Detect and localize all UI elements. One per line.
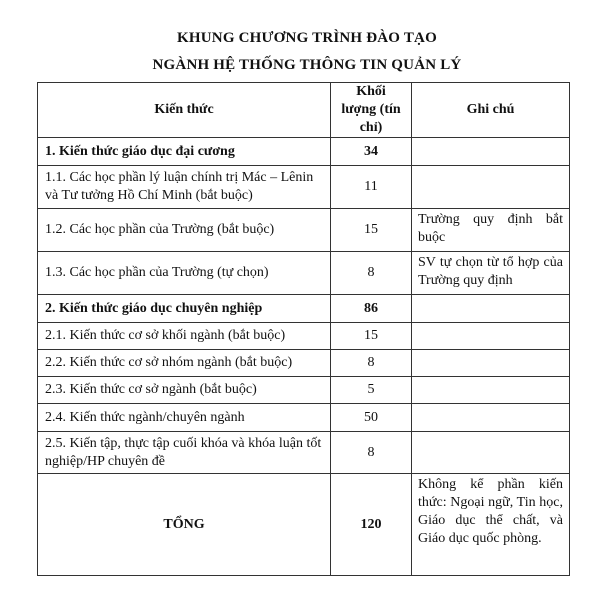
row-note: Trường quy định bắt buộc (412, 209, 570, 252)
total-credits: 120 (331, 474, 412, 576)
row-label: 2.3. Kiến thức cơ sở ngành (bắt buộc) (38, 377, 331, 404)
table-row (38, 166, 570, 209)
row-note (412, 166, 570, 209)
header-knowledge: Kiến thức (38, 83, 331, 138)
row-note (412, 138, 570, 166)
row-credits: 34 (331, 138, 412, 166)
row-credits: 11 (331, 166, 412, 209)
row-note: SV tự chọn từ tổ hợp của Trường quy định (412, 252, 570, 295)
row-label: 2. Kiến thức giáo dục chuyên nghiệp (38, 295, 331, 323)
document-subtitle: NGÀNH HỆ THỐNG THÔNG TIN QUẢN LÝ (152, 57, 462, 73)
table-row (38, 209, 570, 252)
total-row (38, 474, 570, 576)
header-notes: Ghi chú (412, 83, 570, 138)
row-note (412, 432, 570, 474)
row-label: 1.3. Các học phần của Trường (tự chọn) (38, 252, 331, 295)
row-label: 2.1. Kiến thức cơ sở khối ngành (bắt buộc) (38, 323, 331, 350)
table-header-row (38, 83, 570, 138)
row-note (412, 323, 570, 350)
row-label: 2.5. Kiến tập, thực tập cuối khóa và khóa luận tốt nghiệp/HP chuyên đề (38, 432, 331, 474)
row-credits: 50 (331, 404, 412, 432)
curriculum-table (37, 82, 570, 576)
row-label: 1. Kiến thức giáo dục đại cương (38, 138, 331, 166)
row-credits: 15 (331, 209, 412, 252)
total-label: TỔNG (38, 474, 331, 576)
row-label: 1.2. Các học phần của Trường (bắt buộc) (38, 209, 331, 252)
row-credits: 15 (331, 323, 412, 350)
row-credits: 5 (331, 377, 412, 404)
table-row (38, 432, 570, 474)
document-title: KHUNG CHƯƠNG TRÌNH ĐÀO TẠO (177, 30, 437, 46)
row-note (412, 404, 570, 432)
row-label: 2.4. Kiến thức ngành/chuyên ngành (38, 404, 331, 432)
row-note (412, 377, 570, 404)
row-credits: 86 (331, 295, 412, 323)
table-row (38, 295, 570, 323)
table-row (38, 252, 570, 295)
table-row (38, 138, 570, 166)
header-credits: Khối lượng (tín chỉ) (331, 83, 412, 138)
table-row (38, 377, 570, 404)
table-row (38, 350, 570, 377)
row-label: 1.1. Các học phần lý luận chính trị Mác – Lênin và Tư tưởng Hồ Chí Minh (bắt buộc) (38, 166, 331, 209)
row-label: 2.2. Kiến thức cơ sở nhóm ngành (bắt buộc) (38, 350, 331, 377)
row-note (412, 350, 570, 377)
table-row (38, 323, 570, 350)
table-row (38, 404, 570, 432)
row-credits: 8 (331, 350, 412, 377)
row-credits: 8 (331, 252, 412, 295)
total-note: Không kể phần kiến thức: Ngoại ngữ, Tin học, Giáo dục thể chất, và Giáo dục quốc phòng. (412, 474, 570, 576)
row-credits: 8 (331, 432, 412, 474)
row-note (412, 295, 570, 323)
